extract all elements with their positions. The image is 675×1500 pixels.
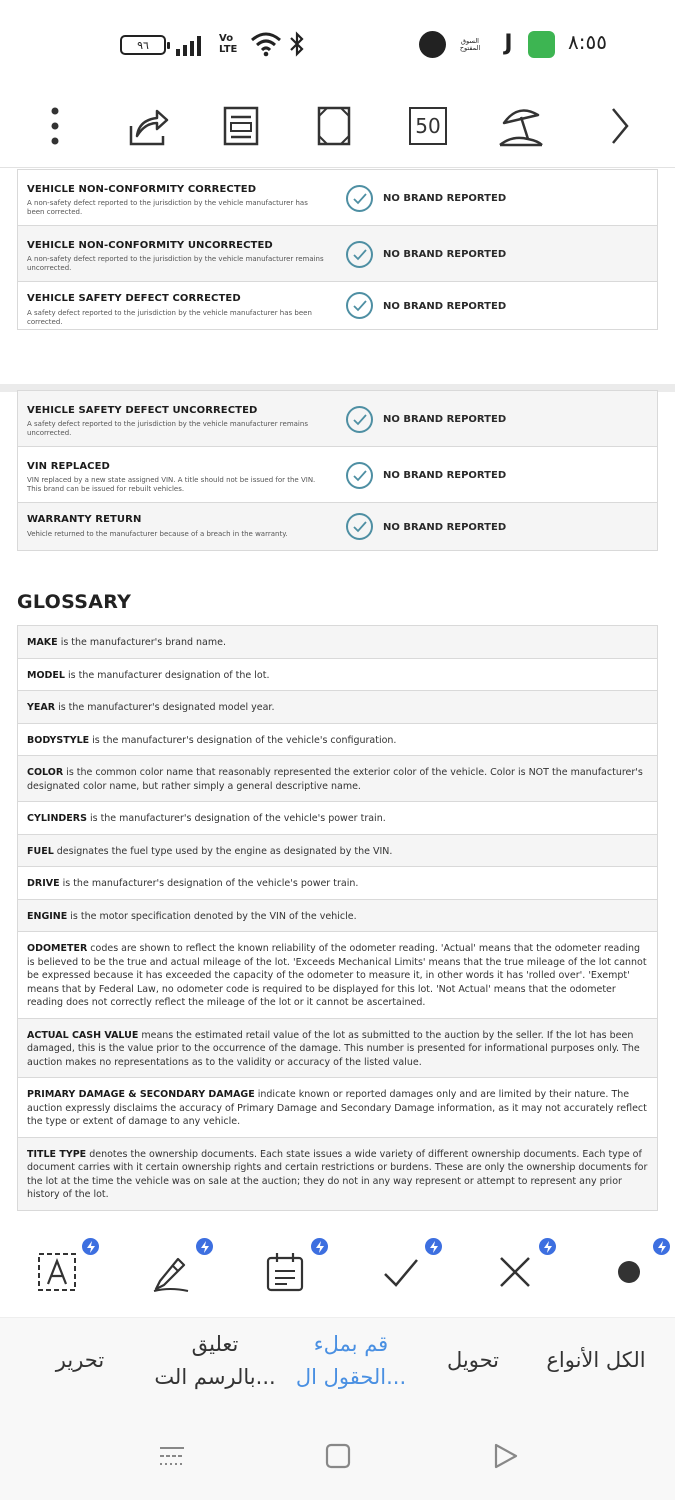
- date-button[interactable]: [260, 1247, 310, 1297]
- brand-description: A safety defect reported to the jurisdiction by the vehicle manufacturer has been corrected.: [27, 309, 312, 326]
- chevron-right-icon: [609, 106, 631, 146]
- premium-badge-icon: [423, 1236, 444, 1257]
- brand-title: VEHICLE NON-CONFORMITY UNCORRECTED: [27, 240, 273, 251]
- glossary-term: ENGINE: [27, 910, 68, 922]
- brand-status: NO BRAND REPORTED: [383, 522, 507, 533]
- recent-apps-button[interactable]: [154, 1438, 190, 1474]
- signal-icon: [176, 34, 201, 56]
- glossary-definition: indicate known or reported damages only and are limited by their nature. The auction expressly disclaims the accuracy of Primary Damage and Secondary Damage information, as it may not accurately reflect the type or extent of damage to any vehicle.: [27, 1089, 647, 1127]
- app-j-icon: J: [504, 31, 513, 56]
- glossary-definition: is the manufacturer's designation of the vehicle's power train.: [59, 878, 359, 889]
- glossary-term: ODOMETER: [27, 943, 88, 954]
- glossary-term: PRIMARY DAMAGE & SECONDARY DAMAGE: [27, 1089, 255, 1100]
- glossary-term: FUEL: [27, 845, 54, 857]
- check-circle-icon: [346, 185, 373, 212]
- add-text-button[interactable]: [32, 1247, 82, 1297]
- document-view-icon: [223, 106, 259, 146]
- glossary-item: [17, 801, 658, 835]
- whatsapp-icon: [419, 31, 446, 58]
- cross-mark-button[interactable]: [490, 1247, 540, 1297]
- brand-check-table-top: [17, 170, 658, 330]
- check-circle-icon: [346, 406, 373, 433]
- close-icon: [497, 1254, 533, 1290]
- glossary-term: COLOR: [27, 767, 64, 778]
- brand-description: Vehicle returned to the manufacturer because of a breach in the warranty.: [27, 530, 288, 538]
- glossary-definition: denotes the ownership documents. Each state issues a wide variety of different ownership documents. Each type of document carries with it certain ownership rights and certain restrictions or burdens. These are only the ownership documents for the lot at the time the vehicle was on sale at the auction; they do not in any way represent or attempt to represent any prior history of the lot.: [27, 1148, 648, 1200]
- dot-button[interactable]: [604, 1247, 654, 1297]
- page-zoom-button[interactable]: [400, 98, 456, 154]
- check-circle-icon: [346, 292, 373, 319]
- next-button[interactable]: [592, 98, 648, 154]
- glossary-term: DRIVE: [27, 878, 60, 889]
- glossary-definition: is the motor specification denoted by the VIN of the vehicle.: [67, 910, 357, 922]
- glossary-item: [17, 1018, 658, 1079]
- android-app-icon: [528, 31, 555, 58]
- glossary-item: [17, 899, 658, 933]
- glossary-term: CYLINDERS: [27, 813, 87, 824]
- glossary-term: MAKE: [27, 637, 58, 648]
- premium-badge-icon: [80, 1236, 101, 1257]
- more-menu-button[interactable]: [27, 98, 83, 154]
- home-square-icon: [324, 1442, 352, 1470]
- glossary-definition: is the manufacturer designation of the lot.: [64, 669, 270, 681]
- glossary-item: [17, 1077, 658, 1138]
- text-box-icon: [36, 1251, 78, 1293]
- beach-umbrella-icon: [498, 105, 544, 147]
- tab-draw-annotate[interactable]: تعليق بالرسم الت...: [154, 1332, 276, 1389]
- brand-title: VIN REPLACED: [27, 461, 110, 472]
- page-zoom-indicator: 50: [409, 107, 447, 145]
- premium-badge-icon: [309, 1236, 330, 1257]
- calendar-icon: [265, 1251, 305, 1293]
- glossary-item: [17, 625, 658, 659]
- opensooq-icon: السوق المفتوح: [459, 36, 481, 52]
- glossary-item: [17, 931, 658, 1019]
- pen-nib-icon: [150, 1251, 192, 1293]
- brand-title: VEHICLE SAFETY DEFECT CORRECTED: [27, 293, 241, 304]
- more-vertical-icon: [50, 106, 60, 146]
- system-navigation-bar: [0, 1412, 675, 1500]
- brand-row: [17, 225, 658, 282]
- brand-row: [17, 502, 658, 551]
- signature-button[interactable]: [146, 1247, 196, 1297]
- glossary-item: [17, 755, 658, 802]
- check-icon: [381, 1252, 421, 1292]
- share-icon: [127, 106, 169, 146]
- status-bar: [0, 0, 675, 88]
- glossary-item: [17, 723, 658, 757]
- brand-description: A safety defect reported to the jurisdiction by the vehicle manufacturer remains uncorrected.: [27, 420, 308, 437]
- brand-status: NO BRAND REPORTED: [383, 193, 507, 204]
- back-button[interactable]: [487, 1438, 523, 1474]
- glossary-item: [17, 1137, 658, 1211]
- battery-indicator: ٩٦: [120, 35, 166, 55]
- glossary-definition: is the manufacturer's designation of the vehicle's configuration.: [89, 734, 397, 746]
- fullscreen-icon: [317, 106, 351, 146]
- brand-description: VIN replaced by a new state assigned VIN. A title should not be issued for the VIN. This brand can be issued for rebuilt vehicles.: [27, 476, 316, 493]
- brand-row: [17, 281, 658, 330]
- brand-title: VEHICLE SAFETY DEFECT UNCORRECTED: [27, 405, 258, 416]
- glossary-term: MODEL: [27, 669, 65, 681]
- annotation-toolbar: [0, 1225, 675, 1317]
- premium-badge-icon: [537, 1236, 558, 1257]
- fullscreen-button[interactable]: [306, 98, 362, 154]
- volte-icon: Vo LTE: [219, 33, 238, 55]
- glossary-definition: designates the fuel type used by the engine as designated by the VIN.: [53, 845, 393, 857]
- glossary-definition: codes are shown to reflect the known reliability of the odometer reading. 'Actual' means that the odometer reading is believed to be the true and actual mileage of the lot. 'Exceeds Mechanical Limits' means that the true mileage of the lot cannot be expressed because it has exceeded the capacity of the odometer to measure it, in other words it has 'rolled over'. 'Exempt' means that by Federal Law, no odometer code is required to be displayed for this lot. 'Not Actual' means that the odometer reading does not correctly reflect the mileage of the lot or it cannot be ascertained.: [27, 943, 647, 1008]
- brand-title: VEHICLE NON-CONFORMITY CORRECTED: [27, 184, 257, 195]
- recent-apps-icon: [158, 1444, 186, 1468]
- glossary-term: ACTUAL CASH VALUE: [27, 1029, 139, 1041]
- check-circle-icon: [346, 513, 373, 540]
- glossary-definition: is the manufacturer's brand name.: [57, 637, 226, 648]
- glossary-item: [17, 658, 658, 692]
- glossary-term: TITLE TYPE: [27, 1148, 87, 1160]
- brand-status: NO BRAND REPORTED: [383, 301, 507, 312]
- brand-row: [17, 390, 658, 447]
- share-button[interactable]: [120, 98, 176, 154]
- brand-status: NO BRAND REPORTED: [383, 470, 507, 481]
- reading-mode-button[interactable]: [213, 98, 269, 154]
- check-circle-icon: [346, 241, 373, 268]
- glossary-item: [17, 690, 658, 724]
- glossary-term: YEAR: [27, 702, 56, 713]
- check-circle-icon: [346, 462, 373, 489]
- glossary-definition: means the estimated retail value of the lot as submitted to the auction by the seller. If the lot has been damaged, this is the value prior to the occurrence of the damage. This number is presented for informational purposes only. The auction makes no representations as to the validity or accuracy of the listed value.: [27, 1029, 640, 1068]
- brand-description: A non-safety defect reported to the jurisdiction by the vehicle manufacturer remains uncorrected.: [27, 255, 324, 272]
- brand-row: [17, 169, 658, 226]
- premium-badge-icon: [651, 1236, 672, 1257]
- tab-fill-fields[interactable]: قم بملء الحقول ال...: [295, 1332, 407, 1389]
- theme-button[interactable]: [493, 98, 549, 154]
- glossary-term: BODYSTYLE: [27, 734, 90, 746]
- glossary-definition: is the common color name that reasonably represented the exterior color of the vehicle. Color is NOT the manufacturer's designated color name, but rather simply a general descriptive name.: [27, 767, 643, 792]
- tab-convert[interactable]: تحويل: [447, 1348, 499, 1372]
- bottom-tab-bar: [0, 1317, 675, 1412]
- tab-all-types[interactable]: الكل الأنواع: [546, 1348, 646, 1372]
- glossary-list: [17, 626, 658, 1211]
- brand-row: [17, 446, 658, 503]
- glossary-definition: is the manufacturer's designated model year.: [55, 702, 275, 713]
- glossary-heading: GLOSSARY: [17, 591, 132, 613]
- wifi-icon: [250, 31, 282, 61]
- document-toolbar: [0, 88, 675, 168]
- pdf-document-view[interactable]: [0, 168, 675, 1225]
- home-button[interactable]: [320, 1438, 356, 1474]
- checkmark-button[interactable]: [376, 1247, 426, 1297]
- brand-status: NO BRAND REPORTED: [383, 249, 507, 260]
- clock: ٨:٥٥: [568, 30, 607, 54]
- bluetooth-icon: [288, 31, 306, 61]
- glossary-item: [17, 866, 658, 900]
- brand-check-table-bottom: [17, 391, 658, 551]
- brand-status: NO BRAND REPORTED: [383, 414, 507, 425]
- back-triangle-icon: [491, 1442, 519, 1470]
- glossary-item: [17, 834, 658, 868]
- tab-edit[interactable]: تحرير: [55, 1348, 105, 1372]
- glossary-definition: is the manufacturer's designation of the vehicle's power train.: [86, 813, 386, 824]
- brand-description: A non-safety defect reported to the jurisdiction by the vehicle manufacturer has been corrected.: [27, 199, 308, 216]
- dot-icon: [616, 1259, 642, 1285]
- premium-badge-icon: [194, 1236, 215, 1257]
- brand-title: WARRANTY RETURN: [27, 514, 142, 525]
